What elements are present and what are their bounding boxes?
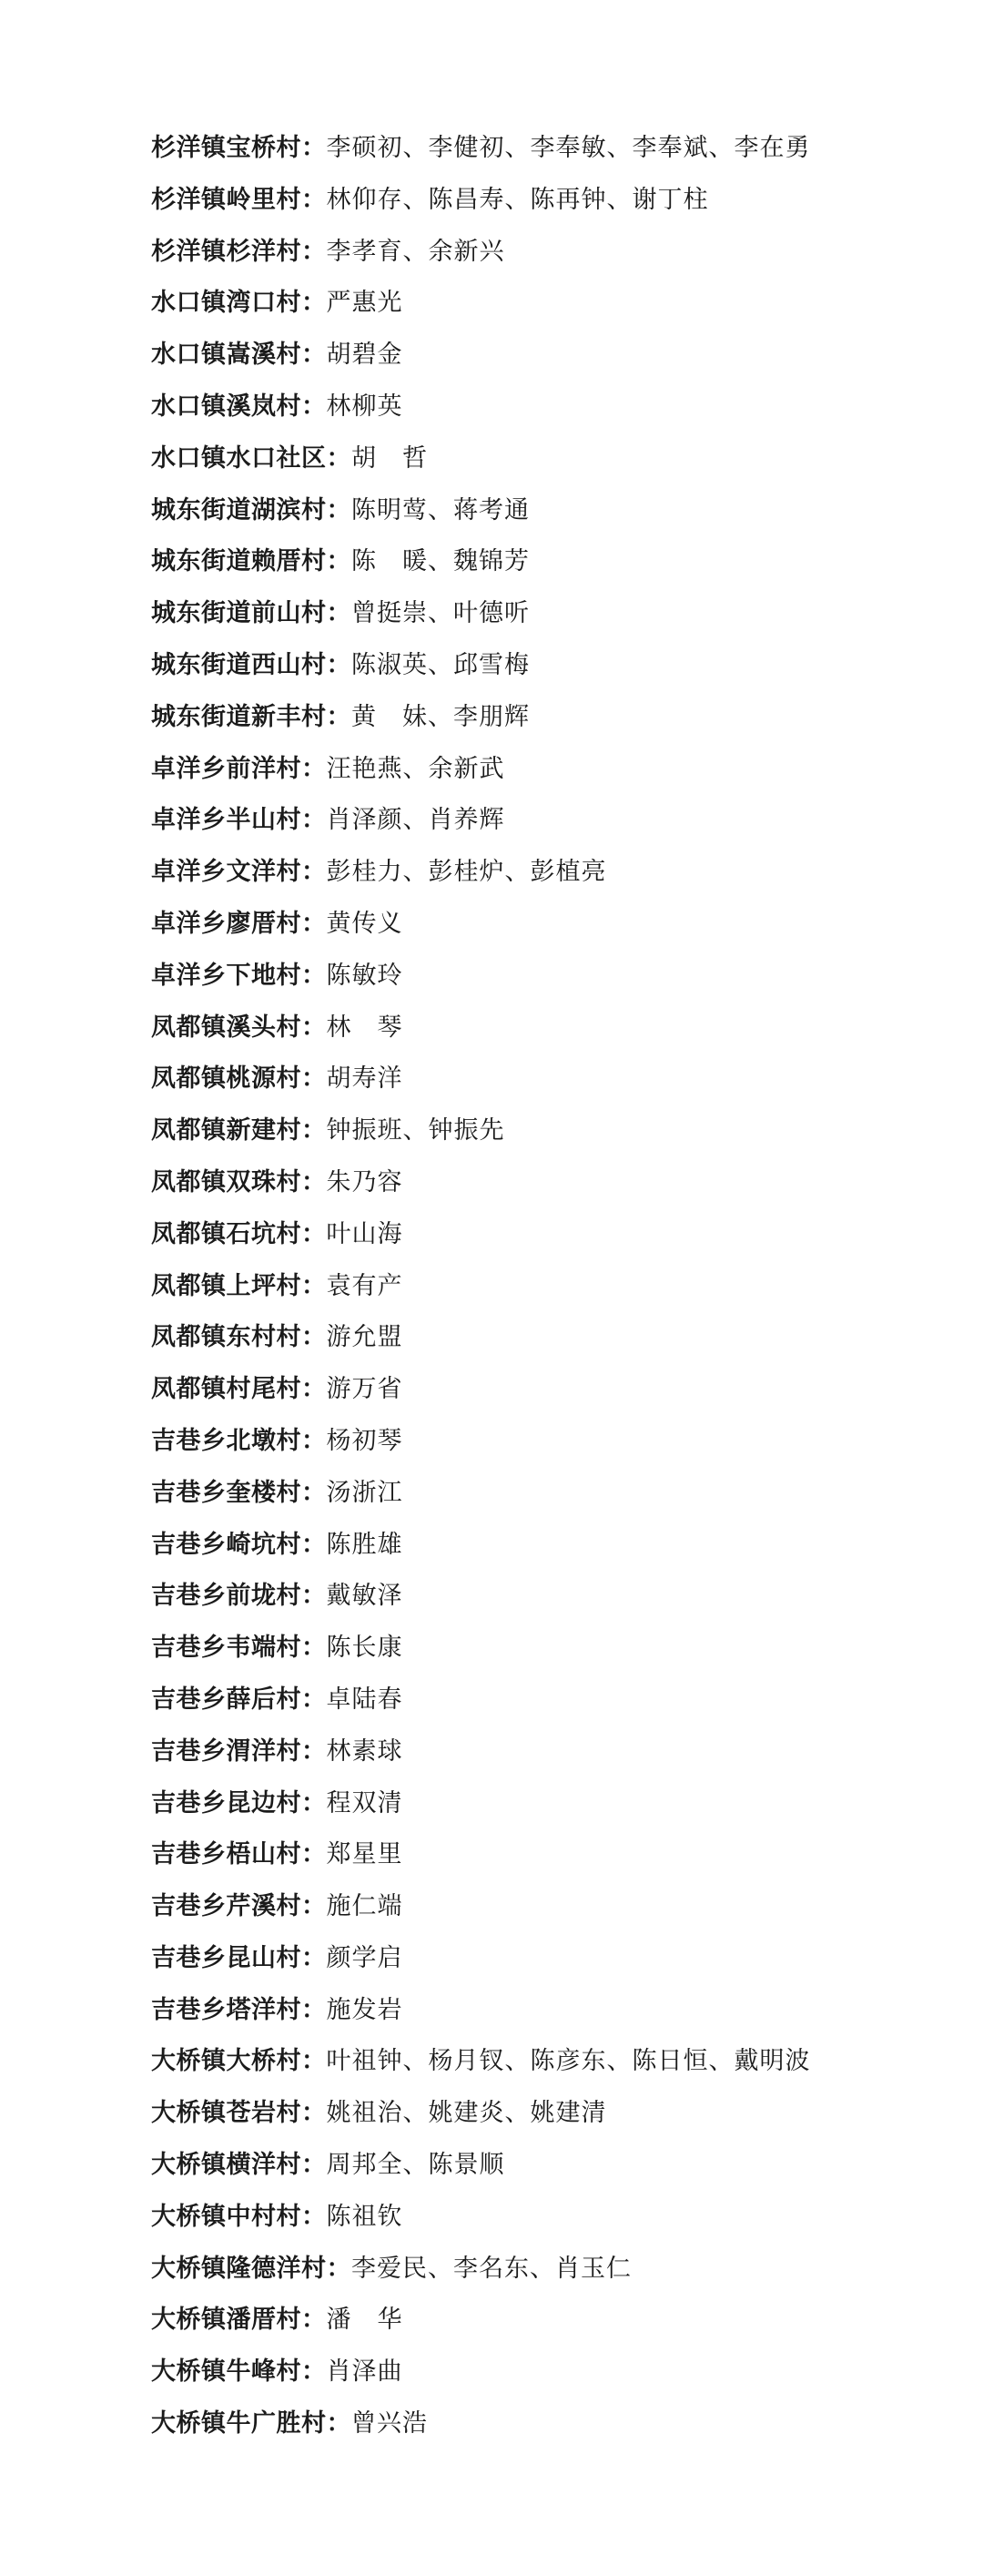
list-item bbox=[151, 1829, 983, 1881]
person-names: 陈长康 bbox=[326, 1634, 403, 1663]
village-label: 凤都镇溪头村： bbox=[151, 1013, 327, 1042]
person-names: 严惠光 bbox=[326, 289, 403, 318]
person-names: 陈胜雄 bbox=[326, 1530, 403, 1559]
list-item bbox=[151, 2192, 983, 2244]
list-item bbox=[151, 1468, 983, 1520]
village-label: 吉巷乡渭洋村： bbox=[151, 1736, 327, 1766]
list-item bbox=[151, 744, 983, 796]
village-label: 吉巷乡崎坑村： bbox=[151, 1530, 327, 1559]
person-names: 叶祖钟、杨月钗、陈彦东、陈日恒、戴明波 bbox=[326, 2047, 811, 2076]
person-names: 游允盟 bbox=[326, 1323, 403, 1352]
person-names: 郑星里 bbox=[326, 1840, 403, 1869]
list-item bbox=[151, 1054, 983, 1105]
village-label: 大桥镇横洋村： bbox=[151, 2151, 327, 2180]
person-names: 陈祖钦 bbox=[326, 2202, 403, 2231]
village-label: 凤都镇上坪村： bbox=[151, 1271, 327, 1300]
village-label: 大桥镇牛广胜村： bbox=[151, 2409, 351, 2439]
village-label: 卓洋乡廖厝村： bbox=[151, 909, 327, 938]
village-label: 大桥镇潘厝村： bbox=[151, 2306, 327, 2335]
village-label: 水口镇湾口村： bbox=[151, 289, 327, 318]
village-label: 吉巷乡昆山村： bbox=[151, 1943, 327, 1972]
person-names: 朱乃容 bbox=[326, 1167, 403, 1196]
village-label: 城东街道西山村： bbox=[151, 650, 351, 679]
person-names: 钟振班、钟振先 bbox=[326, 1116, 505, 1145]
list-item bbox=[151, 899, 983, 951]
person-names: 曾挺崇、叶德听 bbox=[351, 599, 530, 628]
person-names: 陈敏玲 bbox=[326, 961, 403, 990]
village-label: 杉洋镇杉洋村： bbox=[151, 237, 327, 266]
village-label: 凤都镇双珠村： bbox=[151, 1167, 327, 1196]
list-item bbox=[151, 2398, 983, 2450]
village-label: 城东街道新丰村： bbox=[151, 702, 351, 731]
village-label: 凤都镇村尾村： bbox=[151, 1375, 327, 1404]
person-names: 林素球 bbox=[326, 1736, 403, 1766]
person-names: 汪艳燕、余新武 bbox=[326, 754, 505, 783]
person-names: 周邦全、陈景顺 bbox=[326, 2151, 505, 2180]
list-item bbox=[151, 2347, 983, 2398]
person-names: 曾兴浩 bbox=[351, 2409, 428, 2439]
person-names: 汤浙江 bbox=[326, 1478, 403, 1507]
person-names: 陈淑英、邱雪梅 bbox=[351, 650, 530, 679]
village-label: 大桥镇大桥村： bbox=[151, 2047, 327, 2076]
village-label: 卓洋乡半山村： bbox=[151, 806, 327, 835]
person-names: 李孝育、余新兴 bbox=[326, 237, 505, 266]
person-names: 颜学启 bbox=[326, 1943, 403, 1972]
list-item bbox=[151, 1157, 983, 1209]
village-label: 凤都镇桃源村： bbox=[151, 1064, 327, 1094]
village-label: 吉巷乡北墩村： bbox=[151, 1426, 327, 1455]
person-names: 胡 哲 bbox=[351, 443, 428, 473]
list-item bbox=[151, 123, 983, 175]
list-item bbox=[151, 847, 983, 899]
list-item bbox=[151, 1623, 983, 1675]
person-names: 施仁端 bbox=[326, 1892, 403, 1921]
list-item bbox=[151, 278, 983, 330]
list-item bbox=[151, 795, 983, 847]
person-names: 林柳英 bbox=[326, 392, 403, 421]
village-label: 吉巷乡韦端村： bbox=[151, 1634, 327, 1663]
village-label: 城东街道前山村： bbox=[151, 599, 351, 628]
list-item bbox=[151, 1778, 983, 1830]
person-names: 杨初琴 bbox=[326, 1426, 403, 1455]
village-name-list bbox=[151, 123, 983, 2450]
village-label: 卓洋乡前洋村： bbox=[151, 754, 327, 783]
village-label: 城东街道湖滨村： bbox=[151, 495, 351, 524]
person-names: 胡寿洋 bbox=[326, 1064, 403, 1094]
list-item bbox=[151, 1003, 983, 1054]
list-item bbox=[151, 175, 983, 227]
person-names: 胡碧金 bbox=[326, 341, 403, 370]
person-names: 林 琴 bbox=[326, 1013, 403, 1042]
village-label: 卓洋乡下地村： bbox=[151, 961, 327, 990]
list-item bbox=[151, 1881, 983, 1933]
person-names: 肖泽颜、肖养辉 bbox=[326, 806, 505, 835]
village-label: 吉巷乡薛后村： bbox=[151, 1685, 327, 1714]
village-label: 吉巷乡昆边村： bbox=[151, 1788, 327, 1817]
list-item bbox=[151, 1209, 983, 1261]
person-names: 程双清 bbox=[326, 1788, 403, 1817]
list-item bbox=[151, 485, 983, 537]
list-item bbox=[151, 1364, 983, 1416]
person-names: 卓陆春 bbox=[326, 1685, 403, 1714]
person-names: 戴敏泽 bbox=[326, 1582, 403, 1611]
list-item bbox=[151, 1105, 983, 1157]
village-label: 凤都镇新建村： bbox=[151, 1116, 327, 1145]
village-label: 吉巷乡奎楼村： bbox=[151, 1478, 327, 1507]
person-names: 陈明莺、蒋考通 bbox=[351, 495, 530, 524]
list-item bbox=[151, 1312, 983, 1364]
list-item bbox=[151, 2295, 983, 2347]
person-names: 袁有产 bbox=[326, 1271, 403, 1300]
village-label: 凤都镇东村村： bbox=[151, 1323, 327, 1352]
list-item bbox=[151, 1571, 983, 1623]
list-item bbox=[151, 382, 983, 433]
village-label: 城东街道赖厝村： bbox=[151, 547, 351, 576]
village-label: 大桥镇苍岩村： bbox=[151, 2099, 327, 2128]
village-label: 大桥镇牛峰村： bbox=[151, 2357, 327, 2387]
person-names: 游万省 bbox=[326, 1375, 403, 1404]
list-item bbox=[151, 1726, 983, 1778]
village-label: 水口镇嵩溪村： bbox=[151, 341, 327, 370]
list-item bbox=[151, 2140, 983, 2192]
list-item bbox=[151, 640, 983, 692]
list-item bbox=[151, 1675, 983, 1726]
person-names: 姚祖治、姚建炎、姚建清 bbox=[326, 2099, 607, 2128]
person-names: 彭桂力、彭桂炉、彭植亮 bbox=[326, 858, 607, 887]
village-label: 吉巷乡芹溪村： bbox=[151, 1892, 327, 1921]
list-item bbox=[151, 1985, 983, 2037]
village-label: 大桥镇隆德洋村： bbox=[151, 2254, 351, 2283]
person-names: 黄 妹、李朋辉 bbox=[351, 702, 530, 731]
person-names: 李硕初、李健初、李奉敏、李奉斌、李在勇 bbox=[326, 134, 811, 162]
list-item bbox=[151, 951, 983, 1003]
person-names: 肖泽曲 bbox=[326, 2357, 403, 2387]
list-item bbox=[151, 433, 983, 485]
list-item bbox=[151, 2036, 983, 2088]
person-names: 李爱民、李名东、肖玉仁 bbox=[351, 2254, 632, 2283]
list-item bbox=[151, 588, 983, 640]
village-label: 凤都镇石坑村： bbox=[151, 1219, 327, 1248]
village-label: 吉巷乡梧山村： bbox=[151, 1840, 327, 1869]
person-names: 潘 华 bbox=[326, 2306, 403, 2335]
list-item bbox=[151, 1520, 983, 1572]
list-item bbox=[151, 2088, 983, 2140]
village-label: 大桥镇中村村： bbox=[151, 2202, 327, 2231]
list-item bbox=[151, 536, 983, 588]
village-label: 吉巷乡前垅村： bbox=[151, 1582, 327, 1611]
person-names: 叶山海 bbox=[326, 1219, 403, 1248]
list-item bbox=[151, 1933, 983, 1985]
village-label: 水口镇水口社区： bbox=[151, 443, 351, 473]
village-label: 水口镇溪岚村： bbox=[151, 392, 327, 421]
person-names: 施发岩 bbox=[326, 1995, 403, 2024]
person-names: 陈 暖、魏锦芳 bbox=[351, 547, 530, 576]
list-item bbox=[151, 227, 983, 279]
list-item bbox=[151, 2244, 983, 2296]
list-item bbox=[151, 1261, 983, 1313]
village-label: 杉洋镇岭里村： bbox=[151, 185, 327, 214]
village-label: 吉巷乡塔洋村： bbox=[151, 1995, 327, 2024]
list-item bbox=[151, 692, 983, 744]
person-names: 林仰存、陈昌寿、陈再钟、谢丁柱 bbox=[326, 185, 709, 214]
list-item bbox=[151, 1416, 983, 1468]
list-item bbox=[151, 330, 983, 382]
village-label: 杉洋镇宝桥村： bbox=[151, 134, 327, 162]
person-names: 黄传义 bbox=[326, 909, 403, 938]
village-label: 卓洋乡文洋村： bbox=[151, 858, 327, 887]
